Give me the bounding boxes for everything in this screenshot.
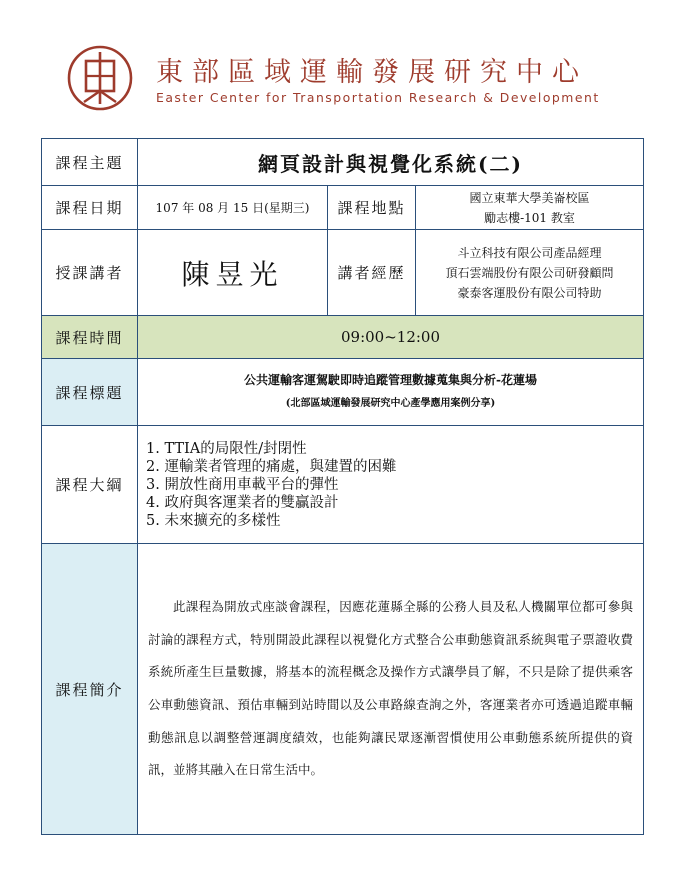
time-row xyxy=(42,316,644,359)
date-row xyxy=(42,186,644,230)
outline-list xyxy=(138,426,644,544)
course-title-row xyxy=(42,359,644,426)
course-title-main: 公共運輸客運駕駛即時追蹤管理數據蒐集與分析-花蓮場 xyxy=(244,373,537,387)
intro-row xyxy=(42,544,644,835)
page-header xyxy=(0,0,684,130)
outline-label: 課程大綱 xyxy=(42,426,138,544)
intro-cell xyxy=(138,544,644,835)
location-label: 課程地點 xyxy=(328,186,416,230)
outline-item: 2. 運輸業者管理的痛處，與建置的困難 xyxy=(146,458,397,475)
date-value: 107 年 08 月 15 日(星期三) xyxy=(138,186,328,230)
intro-text: 此課程為開放式座談會課程，因應花蓮縣全縣的公務人員及私人機關單位都可參與討論的課程方式，特別開設此課程以視覺化方式整合公車動態資訊系統與電子票證收費系統所產生巨量數據，將基本的流程概念及操作方式讓學員了解，不只是除了提供乘客公車動態資訊、預估車輛到站時間以及公車路線查詢之外，客運業者亦可透過追蹤車輛動態訊息以調整營運調度績效，也能夠讓民眾逐漸習慣使用公車動態系統所提供的資訊，並將其融入在日常生活中。 xyxy=(148,599,634,778)
intro-label: 課程簡介 xyxy=(42,544,138,835)
instructor-label: 授課講者 xyxy=(42,230,138,316)
east-center-logo-icon xyxy=(66,44,134,112)
location-value xyxy=(416,186,644,230)
location-line-2: 勵志樓-101 教室 xyxy=(484,210,575,225)
experience-item: 豪泰客運股份有限公司特助 xyxy=(457,285,602,300)
instructor-row xyxy=(42,230,644,316)
org-name-zh: 東部區域運輸發展研究中心 xyxy=(156,57,588,88)
time-label: 課程時間 xyxy=(42,316,138,359)
instructor-name: 陳昱光 xyxy=(138,230,328,316)
course-title-sub: (北部區域運輸發展研究中心產學應用案例分享) xyxy=(285,398,496,409)
experience-label: 講者經歷 xyxy=(328,230,416,316)
topic-row xyxy=(42,139,644,186)
topic-value: 網頁設計與視覺化系統(二) xyxy=(138,139,644,186)
outline-row xyxy=(42,426,644,544)
location-line-1: 國立東華大學美崙校區 xyxy=(469,190,590,205)
topic-label: 課程主題 xyxy=(42,139,138,186)
outline-item: 4. 政府與客運業者的雙贏設計 xyxy=(146,494,339,511)
course-info-table xyxy=(41,138,644,835)
outline-item: 1. TTIA的局限性/封閉性 xyxy=(146,440,307,457)
outline-item: 3. 開放性商用車載平台的彈性 xyxy=(146,476,339,493)
outline-item: 5. 未來擴充的多樣性 xyxy=(146,512,281,529)
course-title-cell xyxy=(138,359,644,426)
experience-item: 頂石雲端股份有限公司研發顧問 xyxy=(445,265,614,280)
org-name-en: Easter Center for Transportation Research & Development xyxy=(156,90,600,105)
course-title-label: 課程標題 xyxy=(42,359,138,426)
experience-list xyxy=(416,230,644,316)
experience-item: 斗立科技有限公司產品經理 xyxy=(457,245,602,260)
date-label: 課程日期 xyxy=(42,186,138,230)
time-value: 09:00~12:00 xyxy=(138,316,644,359)
